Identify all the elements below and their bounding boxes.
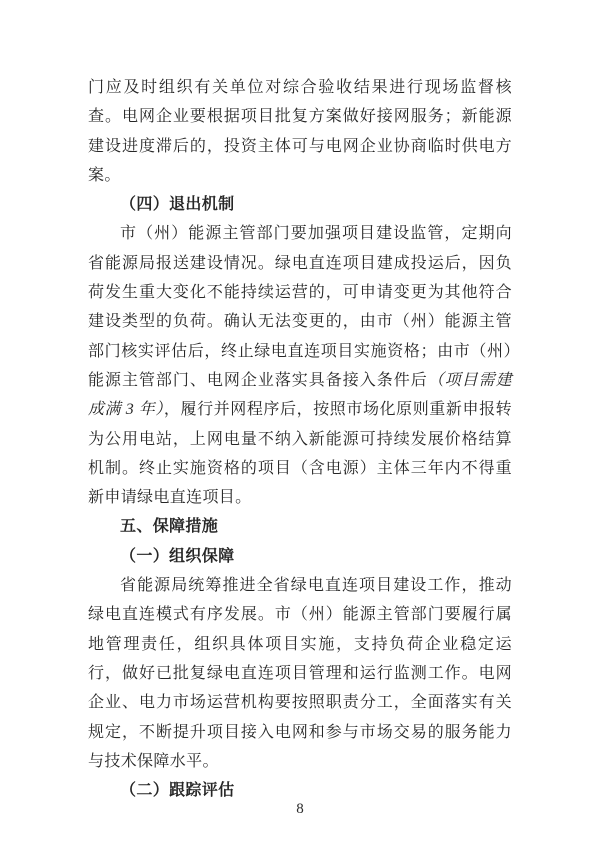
paragraph-text-after-note: ，履行并网程序后，按照市场化原则重新申报转为公用电站，上网电量不纳入新能源可持续发展价格结算机制。终止实施资格的项目（含电源）主体三年内不得重新申请绿电直连项目。 (88, 401, 513, 507)
paragraph-exit-mechanism (88, 219, 512, 512)
text-column (88, 73, 512, 805)
parenthetical-note: （项目需建成满 3 年） (88, 371, 512, 419)
heading-chapter-5-safeguard-measures: 五、保障措施 (120, 518, 219, 536)
paragraph-text-before-note: 市（州）能源主管部门要加强项目建设监管，定期向省能源局报送建设情况。绿电直连项目建成投运后，因负荷发生重大变化不能持续运营的，可申请变更为其他符合建设类型的负荷。确认无法变更的，由市（州）能源主管部门核实评估后，终止绿电直连项目实施资格；由市（州）能源主管部门、电网企业落实具备接入条件后 (88, 225, 512, 389)
heading-section-4-exit-mechanism: （四）退出机制 (120, 196, 235, 214)
heading-sub-2-tracking-evaluation: （二）跟踪评估 (120, 782, 235, 800)
paragraph-continuation: 门应及时组织有关单位对综合验收结果进行现场监督核查。电网企业要根据项目批复方案做好接网服务；新能源建设进度滞后的，投资主体可与电网企业协商临时供电方案。 (88, 79, 512, 184)
heading-sub-1-organizational-safeguard: （一）组织保障 (120, 547, 235, 565)
paragraph-organizational-safeguard: 省能源局统筹推进全省绿电直连项目建设工作，推动绿电直连模式有序发展。市（州）能源主管部门要履行属地管理责任，组织具体项目实施，支持负荷企业稳定运行，做好已批复绿电直连项目管理和运行监测工作。电网企业、电力市场运营机构要按照职责分工，全面落实有关规定，不断提升项目接入电网和参与市场交易的服务能力与技术保障水平。 (88, 577, 512, 770)
page-number: 8 (296, 801, 304, 817)
